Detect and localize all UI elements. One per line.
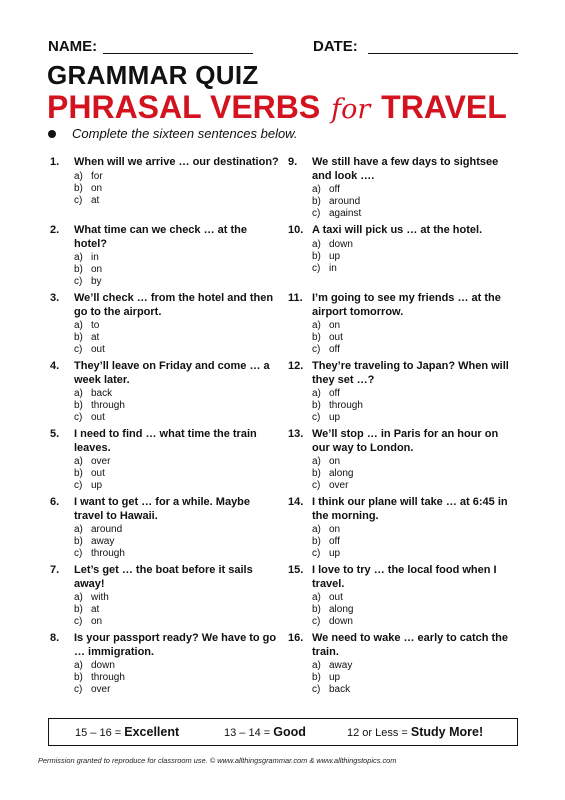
option-word: to xyxy=(91,320,100,331)
score-excellent: 15 – 16 = Excellent xyxy=(75,725,180,739)
option-word: over xyxy=(91,684,111,695)
option-word: up xyxy=(329,548,341,559)
questions-right-column xyxy=(288,156,520,700)
option-letter: a) xyxy=(74,456,83,467)
option-word: down xyxy=(329,616,353,627)
option-letter: a) xyxy=(312,660,321,671)
option-word: over xyxy=(91,456,111,467)
question-number: 1. xyxy=(50,156,60,168)
option-letter: b) xyxy=(74,672,83,683)
answer-options xyxy=(312,388,512,424)
question-number: 4. xyxy=(50,360,60,372)
question-number: 11. xyxy=(288,292,303,304)
option-word: over xyxy=(329,480,349,491)
question-number: 7. xyxy=(50,564,60,576)
option-word: out xyxy=(329,592,343,603)
option-letter: c) xyxy=(74,412,83,423)
answer-option[interactable] xyxy=(312,468,512,480)
question-item xyxy=(50,224,282,292)
option-word: on xyxy=(91,183,103,194)
option-word: in xyxy=(329,263,337,274)
answer-option[interactable] xyxy=(312,548,512,560)
question-item xyxy=(50,156,282,224)
question-number: 2. xyxy=(50,224,60,236)
answer-option[interactable] xyxy=(312,480,512,492)
answer-option[interactable] xyxy=(74,684,274,696)
answer-options xyxy=(74,592,274,628)
question-text: We’ll check … from the hotel and then go to the airport. xyxy=(74,292,274,318)
answer-options xyxy=(74,524,274,560)
option-letter: a) xyxy=(74,524,83,535)
question-item xyxy=(288,564,520,632)
answer-option[interactable] xyxy=(312,196,512,208)
option-letter: c) xyxy=(312,344,321,355)
option-word: through xyxy=(91,400,125,411)
question-item xyxy=(288,496,520,564)
question-number: 10. xyxy=(288,224,304,236)
question-text: I need to find … what time the train leaves. xyxy=(74,428,257,454)
answer-option[interactable] xyxy=(312,592,512,604)
option-letter: a) xyxy=(312,239,321,250)
answer-options xyxy=(74,252,274,288)
answer-option[interactable] xyxy=(74,388,274,400)
question-text: I want to get … for a while. Maybe travel to Hawaii. xyxy=(74,496,251,522)
option-word: through xyxy=(91,672,125,683)
answer-option[interactable] xyxy=(312,320,512,332)
option-word: on xyxy=(329,456,341,467)
option-word: away xyxy=(329,660,353,671)
question-text: We’ll stop … in Paris for an hour on our way to London. xyxy=(312,428,499,454)
option-letter: b) xyxy=(74,604,83,615)
option-word: along xyxy=(329,468,354,479)
option-letter: c) xyxy=(74,616,83,627)
page-title xyxy=(47,88,507,129)
option-word: at xyxy=(91,332,100,343)
answer-option[interactable] xyxy=(74,548,274,560)
option-letter: b) xyxy=(312,251,321,262)
question-item xyxy=(50,564,282,632)
option-word: out xyxy=(91,412,105,423)
answer-option[interactable] xyxy=(74,344,274,356)
question-number: 16. xyxy=(288,632,304,644)
option-word: through xyxy=(91,548,125,559)
answer-option[interactable] xyxy=(74,660,274,672)
instruction xyxy=(48,126,297,141)
option-word: away xyxy=(91,536,115,547)
answer-options xyxy=(74,456,274,492)
option-letter: b) xyxy=(74,264,83,275)
option-letter: b) xyxy=(312,196,321,207)
question-number: 14. xyxy=(288,496,304,508)
question-text: When will we arrive … our destination? xyxy=(74,156,279,168)
question-text: I love to try … the local food when I travel. xyxy=(312,564,497,590)
option-letter: c) xyxy=(312,412,321,423)
question-item xyxy=(50,496,282,564)
question-number: 6. xyxy=(50,496,60,508)
date-label: DATE: xyxy=(313,38,358,55)
option-letter: c) xyxy=(74,480,83,491)
question-text: I think our plane will take … at 6:45 in the morning. xyxy=(312,496,508,522)
option-letter: a) xyxy=(74,388,83,399)
option-letter: c) xyxy=(74,684,83,695)
option-word: at xyxy=(91,604,100,615)
question-item xyxy=(50,360,282,428)
option-letter: a) xyxy=(74,320,83,331)
option-word: off xyxy=(329,344,340,355)
option-letter: c) xyxy=(312,616,321,627)
option-word: out xyxy=(91,344,105,355)
option-letter: c) xyxy=(74,344,83,355)
answer-option[interactable] xyxy=(312,263,512,275)
name-label: NAME: xyxy=(48,38,98,55)
answer-options xyxy=(312,239,512,275)
option-letter: c) xyxy=(312,208,321,219)
question-text: They’ll leave on Friday and come … a week later. xyxy=(74,360,270,386)
option-letter: c) xyxy=(74,276,83,287)
question-text: What time can we check … at the hotel? xyxy=(74,224,247,250)
option-word: at xyxy=(91,195,100,206)
option-letter: c) xyxy=(312,263,321,274)
answer-option[interactable] xyxy=(312,616,512,628)
answer-option[interactable] xyxy=(74,264,274,276)
answer-option[interactable] xyxy=(312,251,512,263)
answer-option[interactable] xyxy=(312,536,512,548)
name-field[interactable] xyxy=(103,53,253,54)
date-field[interactable] xyxy=(368,53,518,54)
option-word: through xyxy=(329,400,363,411)
answer-option[interactable] xyxy=(74,468,274,480)
option-word: with xyxy=(91,592,109,603)
footer-permission: Permission granted to reproduce for classroom use. © www.allthingsgrammar.com & www.allthingstopics.com xyxy=(38,756,397,765)
title-part2: TRAVEL xyxy=(381,89,507,125)
question-number: 13. xyxy=(288,428,304,440)
option-letter: a) xyxy=(312,456,321,467)
option-letter: c) xyxy=(312,684,321,695)
option-letter: b) xyxy=(312,468,321,479)
option-word: up xyxy=(329,672,341,683)
answer-option[interactable] xyxy=(312,388,512,400)
answer-options xyxy=(74,171,274,207)
answer-option[interactable] xyxy=(74,412,274,424)
question-item xyxy=(50,292,282,360)
option-word: along xyxy=(329,604,354,615)
option-letter: c) xyxy=(312,480,321,491)
option-word: for xyxy=(91,171,103,182)
option-letter: a) xyxy=(74,171,83,182)
answer-option[interactable] xyxy=(74,400,274,412)
answer-option[interactable] xyxy=(74,456,274,468)
answer-option[interactable] xyxy=(312,239,512,251)
answer-options xyxy=(74,388,274,424)
question-text: They’re traveling to Japan? When will they set …? xyxy=(312,360,509,386)
answer-option[interactable] xyxy=(74,183,274,195)
answer-option[interactable] xyxy=(312,332,512,344)
option-letter: b) xyxy=(312,536,321,547)
option-word: up xyxy=(329,412,341,423)
question-item xyxy=(50,428,282,496)
quiz-title: GRAMMAR QUIZ xyxy=(47,60,259,90)
option-letter: a) xyxy=(312,388,321,399)
answer-option[interactable] xyxy=(312,400,512,412)
answer-option[interactable] xyxy=(312,660,512,672)
answer-options xyxy=(312,184,512,220)
option-letter: a) xyxy=(312,184,321,195)
bullet-icon xyxy=(48,130,56,138)
question-number: 15. xyxy=(288,564,304,576)
title-for: for xyxy=(331,94,371,125)
option-word: off xyxy=(329,184,340,195)
option-letter: b) xyxy=(312,672,321,683)
option-letter: c) xyxy=(312,548,321,559)
question-text: Let’s get … the boat before it sails away! xyxy=(74,564,253,590)
question-item xyxy=(288,292,520,360)
answer-option[interactable] xyxy=(312,684,512,696)
question-text: We need to wake … early to catch the train. xyxy=(312,632,509,658)
question-item xyxy=(288,224,520,292)
title-part1: PHRASAL VERBS xyxy=(47,89,321,125)
answer-option[interactable] xyxy=(74,332,274,344)
option-letter: a) xyxy=(74,252,83,263)
option-word: out xyxy=(329,332,343,343)
question-number: 9. xyxy=(288,156,298,168)
answer-option[interactable] xyxy=(312,412,512,424)
option-letter: b) xyxy=(74,468,83,479)
answer-options xyxy=(312,456,512,492)
option-word: up xyxy=(91,480,103,491)
question-text: A taxi will pick us … at the hotel. xyxy=(312,224,483,236)
option-word: by xyxy=(91,276,102,287)
answer-option[interactable] xyxy=(312,456,512,468)
score-study-more: 12 or Less = Study More! xyxy=(347,725,484,739)
option-word: against xyxy=(329,208,362,219)
option-word: down xyxy=(329,239,353,250)
option-word: off xyxy=(329,388,340,399)
question-item xyxy=(288,428,520,496)
option-letter: b) xyxy=(312,400,321,411)
answer-option[interactable] xyxy=(74,672,274,684)
option-word: up xyxy=(329,251,341,262)
option-word: out xyxy=(91,468,105,479)
option-letter: a) xyxy=(312,592,321,603)
option-letter: b) xyxy=(74,400,83,411)
question-number: 3. xyxy=(50,292,60,304)
question-number: 8. xyxy=(50,632,60,644)
header-fields xyxy=(48,38,528,58)
option-letter: b) xyxy=(74,332,83,343)
option-word: around xyxy=(329,196,361,207)
answer-option[interactable] xyxy=(74,195,274,207)
answer-options xyxy=(312,660,512,696)
option-letter: a) xyxy=(74,660,83,671)
answer-option[interactable] xyxy=(74,604,274,616)
option-letter: b) xyxy=(74,183,83,194)
option-letter: b) xyxy=(74,536,83,547)
answer-option[interactable] xyxy=(312,604,512,616)
answer-option[interactable] xyxy=(312,184,512,196)
answer-option[interactable] xyxy=(74,536,274,548)
option-letter: c) xyxy=(74,548,83,559)
option-word: down xyxy=(91,660,115,671)
option-word: off xyxy=(329,536,340,547)
answer-options xyxy=(312,320,512,356)
option-word: on xyxy=(329,320,341,331)
score-good: 13 – 14 = Good xyxy=(224,725,306,739)
answer-options xyxy=(312,592,512,628)
question-item xyxy=(288,360,520,428)
answer-options xyxy=(74,320,274,356)
answer-options xyxy=(312,524,512,560)
option-letter: a) xyxy=(312,320,321,331)
option-word: back xyxy=(329,684,351,695)
answer-option[interactable] xyxy=(74,276,274,288)
question-number: 5. xyxy=(50,428,60,440)
question-item xyxy=(50,632,282,700)
questions-left-column xyxy=(50,156,282,700)
option-letter: a) xyxy=(312,524,321,535)
question-item xyxy=(288,156,520,224)
answer-option[interactable] xyxy=(312,208,512,220)
option-word: in xyxy=(91,252,99,263)
option-word: on xyxy=(329,524,341,535)
answer-option[interactable] xyxy=(312,524,512,536)
option-letter: b) xyxy=(312,332,321,343)
answer-option[interactable] xyxy=(74,524,274,536)
answer-options xyxy=(74,660,274,696)
answer-option[interactable] xyxy=(74,320,274,332)
question-text: Is your passport ready? We have to go … immigration. xyxy=(74,632,277,658)
option-word: back xyxy=(91,388,113,399)
question-number: 12. xyxy=(288,360,304,372)
question-item xyxy=(288,632,520,700)
answer-option[interactable] xyxy=(74,616,274,628)
question-text: I’m going to see my friends … at the airport tomorrow. xyxy=(312,292,501,318)
answer-option[interactable] xyxy=(74,480,274,492)
option-letter: b) xyxy=(312,604,321,615)
answer-option[interactable] xyxy=(74,171,274,183)
answer-option[interactable] xyxy=(312,344,512,356)
answer-option[interactable] xyxy=(74,592,274,604)
option-letter: c) xyxy=(74,195,83,206)
answer-option[interactable] xyxy=(74,252,274,264)
option-word: on xyxy=(91,616,103,627)
answer-option[interactable] xyxy=(312,672,512,684)
question-text: We still have a few days to sightsee and look …. xyxy=(312,156,499,182)
scoring-box xyxy=(48,718,518,746)
instruction-text: Complete the sixteen sentences below. xyxy=(72,126,298,141)
option-letter: a) xyxy=(74,592,83,603)
option-word: on xyxy=(91,264,103,275)
option-word: around xyxy=(91,524,123,535)
